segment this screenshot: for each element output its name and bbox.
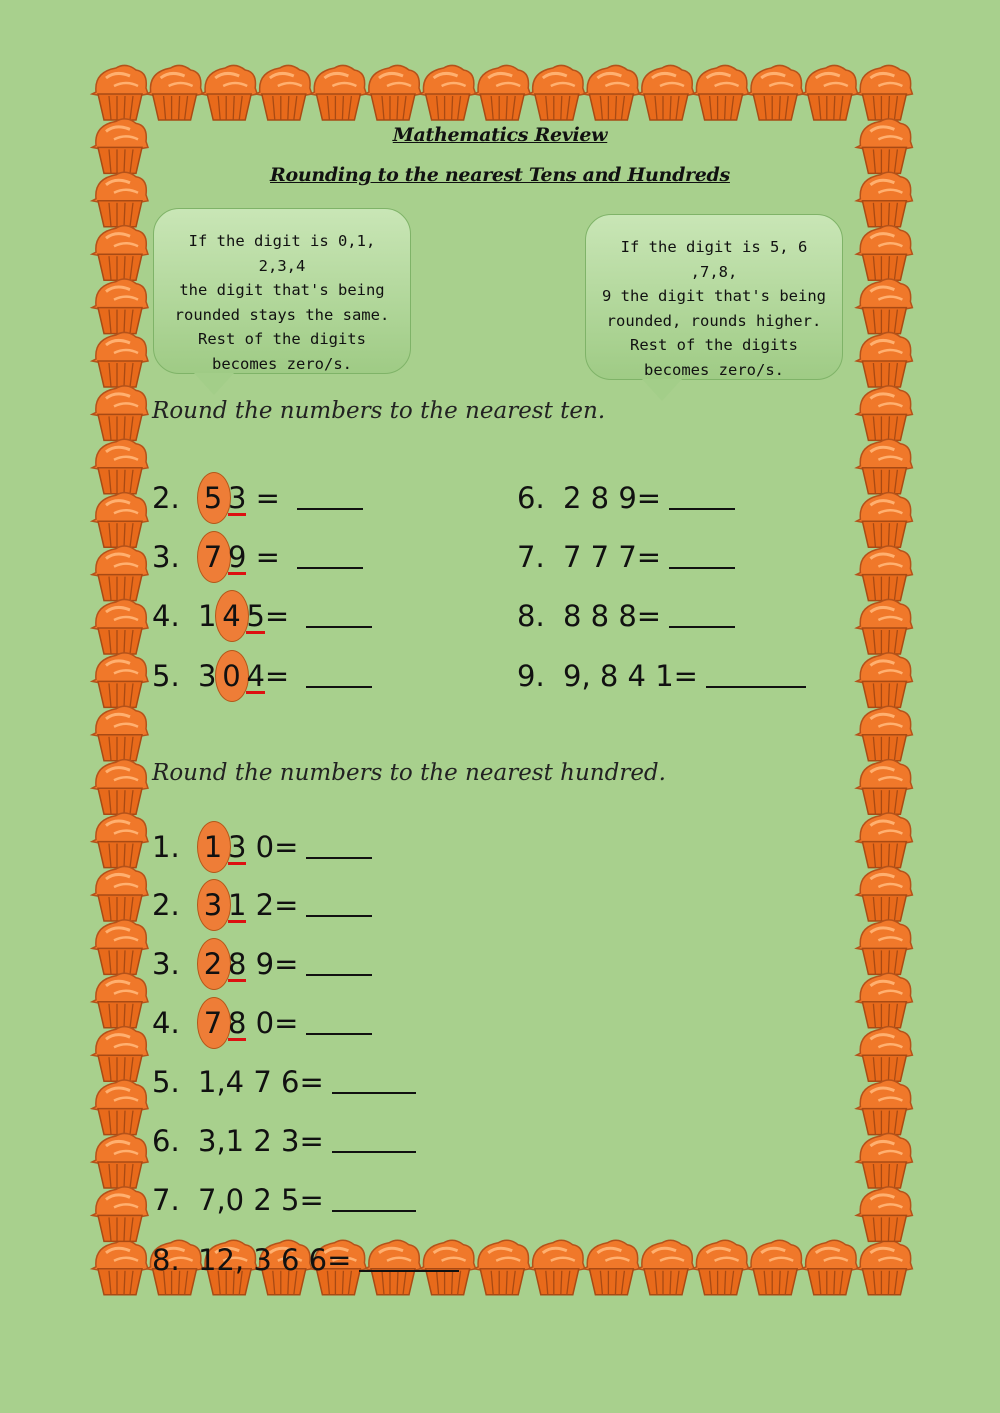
cupcake-icon	[92, 332, 148, 387]
equals-sign: =	[246, 540, 280, 574]
cupcake-icon	[693, 1240, 749, 1295]
circled-digit: 0	[216, 656, 246, 696]
cupcake-icon	[856, 813, 912, 868]
cupcake-icon	[92, 439, 148, 494]
exercise-number: 8.	[152, 1243, 180, 1277]
exercise-row	[152, 1062, 416, 1102]
cupcake-icon	[92, 813, 148, 868]
cupcake-icon	[147, 65, 203, 120]
cupcake-icon	[365, 65, 421, 120]
cupcake-icon	[92, 1027, 148, 1082]
cupcake-icon	[92, 1133, 148, 1188]
exercise-row	[152, 1121, 416, 1161]
cupcake-icon	[92, 653, 148, 708]
underlined-digit: 3	[228, 481, 247, 515]
cupcake-icon	[856, 1133, 912, 1188]
circled-digit: 7	[198, 1003, 228, 1043]
cupcake-icon	[856, 279, 912, 334]
cupcake-icon	[92, 1240, 148, 1295]
bubble-line: Rest of the digits	[630, 336, 798, 354]
cupcake-icon	[92, 760, 148, 815]
cupcake-icon	[256, 65, 312, 120]
cupcake-icon	[856, 1187, 912, 1242]
bubble-line: 9 the digit that's being	[602, 287, 826, 305]
cupcake-icon	[856, 1240, 912, 1295]
exercise-expression: 7,0 2 5=	[198, 1183, 324, 1217]
exercise-expression: 3,1 2 3=	[198, 1124, 324, 1158]
cupcake-icon	[583, 65, 639, 120]
exercise-number: 4.	[152, 599, 180, 633]
exercise-number: 7.	[517, 540, 545, 574]
cupcake-icon	[856, 332, 912, 387]
cupcake-icon	[856, 386, 912, 441]
equals-sign: =	[246, 481, 280, 515]
exercise-number: 5.	[152, 1065, 180, 1099]
exercise-row	[517, 478, 735, 518]
cupcake-icon	[856, 599, 912, 654]
leading-digit: 1	[198, 599, 217, 633]
exercise-expression: 1,4 7 6=	[198, 1065, 324, 1099]
cupcake-icon	[92, 279, 148, 334]
exercise-row	[152, 537, 363, 577]
exercise-number: 6.	[152, 1124, 180, 1158]
cupcake-icon	[693, 65, 749, 120]
underlined-digit: 4	[246, 659, 265, 693]
exercise-row	[152, 478, 363, 518]
answer-blank[interactable]	[306, 662, 372, 688]
exercise-number: 7.	[152, 1183, 180, 1217]
cupcake-icon	[92, 1187, 148, 1242]
cupcake-icon	[92, 973, 148, 1028]
exercise-number: 8.	[517, 599, 545, 633]
equals-sign: =	[264, 599, 290, 633]
cupcake-icon	[92, 920, 148, 975]
cupcake-icon	[802, 1240, 858, 1295]
circled-digit: 5	[198, 478, 228, 518]
answer-blank[interactable]	[306, 891, 372, 917]
underlined-digit: 3	[228, 830, 247, 864]
exercise-row	[517, 537, 735, 577]
answer-blank[interactable]	[669, 484, 735, 510]
cupcake-icon	[420, 65, 476, 120]
cupcake-icon	[802, 65, 858, 120]
answer-blank[interactable]	[332, 1186, 416, 1212]
exercise-row	[152, 944, 372, 984]
instruction-hundreds: Round the numbers to the nearest hundred.	[152, 760, 666, 786]
cupcake-icon	[310, 65, 366, 120]
exercise-row	[152, 1180, 416, 1220]
exercise-row	[152, 596, 372, 636]
exercise-row	[152, 1003, 372, 1043]
exercise-row	[517, 596, 735, 636]
underlined-digit: 8	[228, 1006, 247, 1040]
equals-sign: =	[264, 659, 290, 693]
answer-blank[interactable]	[297, 484, 363, 510]
underlined-digit: 8	[228, 947, 247, 981]
remaining-digits: 0=	[246, 1006, 299, 1040]
cupcake-icon	[92, 493, 148, 548]
circled-digit: 1	[198, 827, 228, 867]
cupcake-icon	[638, 65, 694, 120]
cupcake-icon	[747, 1240, 803, 1295]
exercise-expression: 2 8 9=	[563, 481, 662, 515]
answer-blank[interactable]	[669, 543, 735, 569]
cupcake-icon	[856, 226, 912, 281]
bubble-line: rounded stays the same.	[174, 305, 390, 324]
circled-digit: 3	[198, 885, 228, 925]
cupcake-icon	[92, 65, 148, 120]
exercise-row	[152, 885, 372, 925]
exercise-number: 9.	[517, 659, 545, 693]
cupcake-icon	[638, 1240, 694, 1295]
answer-blank[interactable]	[706, 662, 806, 688]
exercise-number: 3.	[152, 947, 180, 981]
cupcake-icon	[92, 866, 148, 921]
cupcake-icon	[92, 1080, 148, 1135]
cupcake-icon	[856, 1027, 912, 1082]
answer-blank[interactable]	[359, 1246, 459, 1272]
cupcake-icon	[583, 1240, 639, 1295]
bubble-line: becomes zero/s.	[644, 360, 784, 379]
exercise-number: 5.	[152, 659, 180, 693]
exercise-row	[152, 827, 372, 867]
exercise-number: 6.	[517, 481, 545, 515]
cupcake-icon	[856, 920, 912, 975]
underlined-digit: 1	[228, 888, 247, 922]
cupcake-icon	[201, 65, 257, 120]
exercise-row	[152, 656, 372, 696]
cupcake-icon	[856, 866, 912, 921]
answer-blank[interactable]	[306, 1009, 372, 1035]
exercise-expression: 8 8 8=	[563, 599, 662, 633]
leading-digit: 3	[198, 659, 217, 693]
rule-bubble-round-down	[153, 208, 411, 374]
cupcake-icon	[856, 1080, 912, 1135]
exercise-number: 1.	[152, 830, 180, 864]
cupcake-icon	[529, 65, 585, 120]
bubble-line: If the digit is 5, 6 ,7,8,	[620, 238, 808, 281]
worksheet-title: Mathematics Review	[392, 124, 608, 146]
cupcake-icon	[856, 760, 912, 815]
cupcake-icon	[747, 65, 803, 120]
cupcake-icon	[474, 1240, 530, 1295]
underlined-digit: 9	[228, 540, 247, 574]
exercise-number: 4.	[152, 1006, 180, 1040]
bubble-line: Rest of the digits	[198, 330, 366, 348]
answer-blank[interactable]	[306, 833, 372, 859]
circled-digit: 4	[216, 596, 246, 636]
remaining-digits: 9=	[246, 947, 299, 981]
cupcake-icon	[856, 973, 912, 1028]
worksheet-subtitle: Rounding to the nearest Tens and Hundreds	[270, 164, 730, 186]
rule-bubble-round-up	[585, 214, 843, 380]
cupcake-icon	[856, 546, 912, 601]
exercise-number: 2.	[152, 888, 180, 922]
cupcake-icon	[92, 599, 148, 654]
exercise-number: 2.	[152, 481, 180, 515]
circled-digit: 2	[198, 944, 228, 984]
exercise-expression: 7 7 7=	[563, 540, 662, 574]
instruction-tens: Round the numbers to the nearest ten.	[152, 398, 606, 424]
cupcake-icon	[474, 65, 530, 120]
remaining-digits: 2=	[246, 888, 299, 922]
bubble-line: becomes zero/s.	[212, 354, 352, 373]
cupcake-icon	[856, 706, 912, 761]
bubble-line: If the digit is 0,1, 2,3,4	[188, 232, 376, 275]
cupcake-icon	[92, 706, 148, 761]
answer-blank[interactable]	[306, 950, 372, 976]
cupcake-icon	[92, 226, 148, 281]
remaining-digits: 0=	[246, 830, 299, 864]
exercise-row	[517, 656, 806, 696]
answer-blank[interactable]	[332, 1068, 416, 1094]
exercise-expression: 9, 8 4 1=	[563, 659, 698, 693]
cupcake-icon	[856, 493, 912, 548]
answer-blank[interactable]	[332, 1127, 416, 1153]
cupcake-icon	[92, 386, 148, 441]
underlined-digit: 5	[246, 599, 265, 633]
answer-blank[interactable]	[669, 602, 735, 628]
cupcake-icon	[856, 65, 912, 120]
bubble-line: rounded, rounds higher.	[606, 311, 822, 330]
cupcake-icon	[856, 439, 912, 494]
cupcake-icon	[529, 1240, 585, 1295]
exercise-expression: 12, 3 6 6=	[198, 1243, 352, 1277]
circled-digit: 7	[198, 537, 228, 577]
answer-blank[interactable]	[306, 602, 372, 628]
bubble-line: the digit that's being	[179, 281, 385, 299]
answer-blank[interactable]	[297, 543, 363, 569]
exercise-row	[152, 1240, 459, 1280]
exercise-number: 3.	[152, 540, 180, 574]
cupcake-icon	[92, 546, 148, 601]
cupcake-icon	[856, 653, 912, 708]
